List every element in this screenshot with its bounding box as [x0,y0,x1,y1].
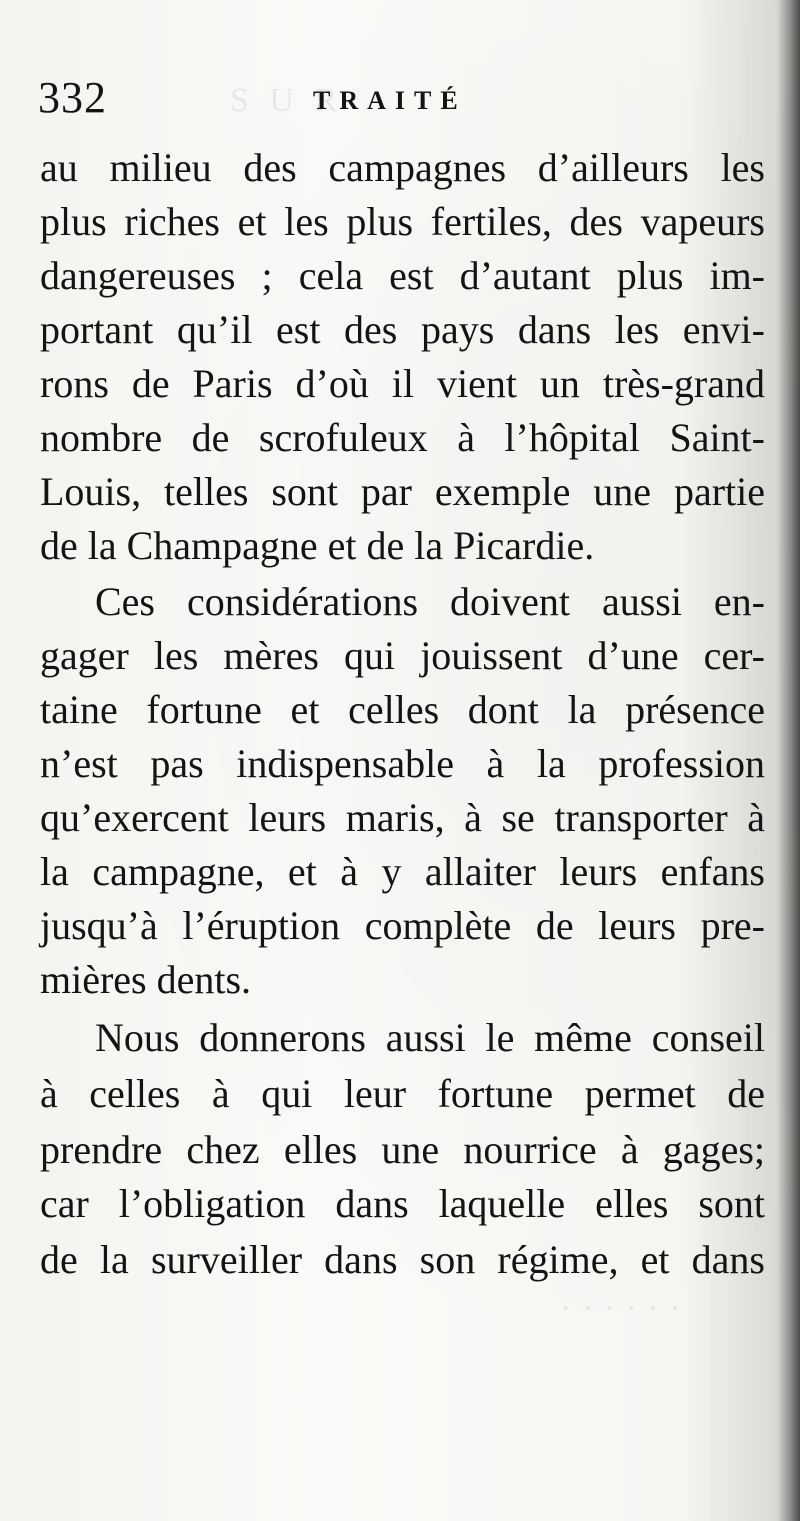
text-line: prendre chez elles une nourrice à gages; [40,1127,765,1172]
text-line: nombre de scrofuleux à l’hôpital Saint- [40,415,765,460]
text-line: jusqu’à l’éruption complète de leurs pre- [40,903,765,948]
text-line: mières dents. [40,957,252,1002]
bleed-through-bottom: · · · · · · [560,1290,682,1327]
text-line: de la surveiller dans son régime, et dans [40,1237,765,1282]
page-number: 332 [38,73,107,122]
text-line: Louis, telles sont par exemple une partie [40,469,765,514]
bleed-through-top: S U R [230,82,344,119]
text-line: portant qu’il est des pays dans les envi- [40,307,765,352]
text-line: rons de Paris d’où il vient un très-grand [40,361,765,406]
page-header [38,72,738,122]
text-line: dangereuses ; cela est d’autant plus im- [40,253,765,298]
text-line: à celles à qui leur fortune permet de [40,1071,765,1116]
page-edge-shadow [778,0,800,1521]
text-line: Nous donnerons aussi le même conseil [95,1015,765,1060]
text-line: plus riches et les plus fertiles, des vapeurs [40,199,765,244]
text-line: de la Champagne et de la Picardie. [40,523,595,568]
text-line: gager les mères qui jouissent d’une cer- [40,633,765,678]
text-line: Ces considérations doivent aussi en- [95,579,765,624]
text-line: au milieu des campagnes d’ailleurs les [40,145,765,190]
text-line: n’est pas indispensable à la profession [40,741,765,786]
text-line: car l’obligation dans laquelle elles sont [40,1181,765,1226]
running-title: TRAITÉ [313,86,467,115]
text-line: qu’exercent leurs maris, à se transporter à [40,795,765,840]
text-line: la campagne, et à y allaiter leurs enfans [40,849,765,894]
text-line: taine fortune et celles dont la présence [40,687,765,732]
